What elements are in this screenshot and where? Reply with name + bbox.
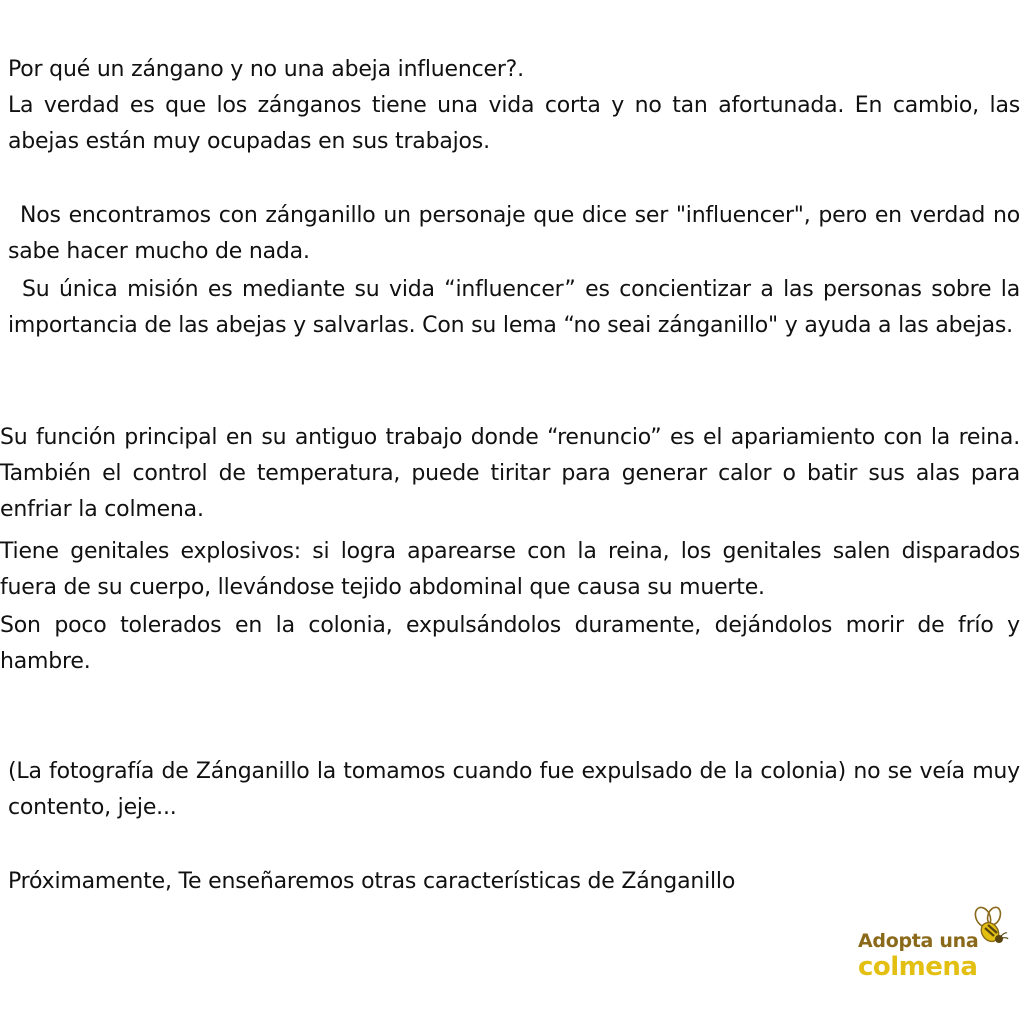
bee-icon <box>968 906 1010 948</box>
intro-explanation: La verdad es que los zánganos tiene una vida corta y no tan afortunada. En cambio, las abejas están muy ocupadas en sus trabajos. <box>8 93 1020 154</box>
adopta-una-colmena-logo <box>856 906 1016 992</box>
intro-question: Por qué un zángano y no una abeja influencer?. <box>8 57 524 82</box>
closing-paragraph: Próximamente, Te enseñaremos otras características de Zánganillo <box>8 869 736 894</box>
logo-line-1: Adopta una <box>858 930 979 952</box>
mission-paragraph: Su única misión es mediante su vida “influencer” es concientizar a las personas sobre la importancia de las abejas y salvarlas. Con su lema “no seai zánganillo" y ayuda a las abejas. <box>8 277 1020 338</box>
character-intro-paragraph: Nos encontramos con zánganillo un personaje que dice ser "influencer", pero en verdad no sabe hacer mucho de nada. <box>8 203 1020 264</box>
photo-note-paragraph: (La fotografía de Zánganillo la tomamos cuando fue expulsado de la colonia) no se veía muy contento, jeje... <box>8 759 1020 820</box>
genitals-paragraph: Tiene genitales explosivos: si logra aparearse con la reina, los genitales salen disparados fuera de su cuerpo, llevándose tejido abdominal que causa su muerte. <box>0 539 1020 600</box>
function-paragraph: Su función principal en su antiguo trabajo donde “renuncio” es el apariamiento con la reina. También el control de temperatura, puede tiritar para generar calor o batir sus alas para enfriar la colmena. <box>0 425 1020 522</box>
intro-paragraph <box>8 52 1020 160</box>
colony-paragraph: Son poco tolerados en la colonia, expulsándolos duramente, dejándolos morir de frío y hambre. <box>0 613 1020 674</box>
logo-line-2: colmena <box>858 952 978 982</box>
